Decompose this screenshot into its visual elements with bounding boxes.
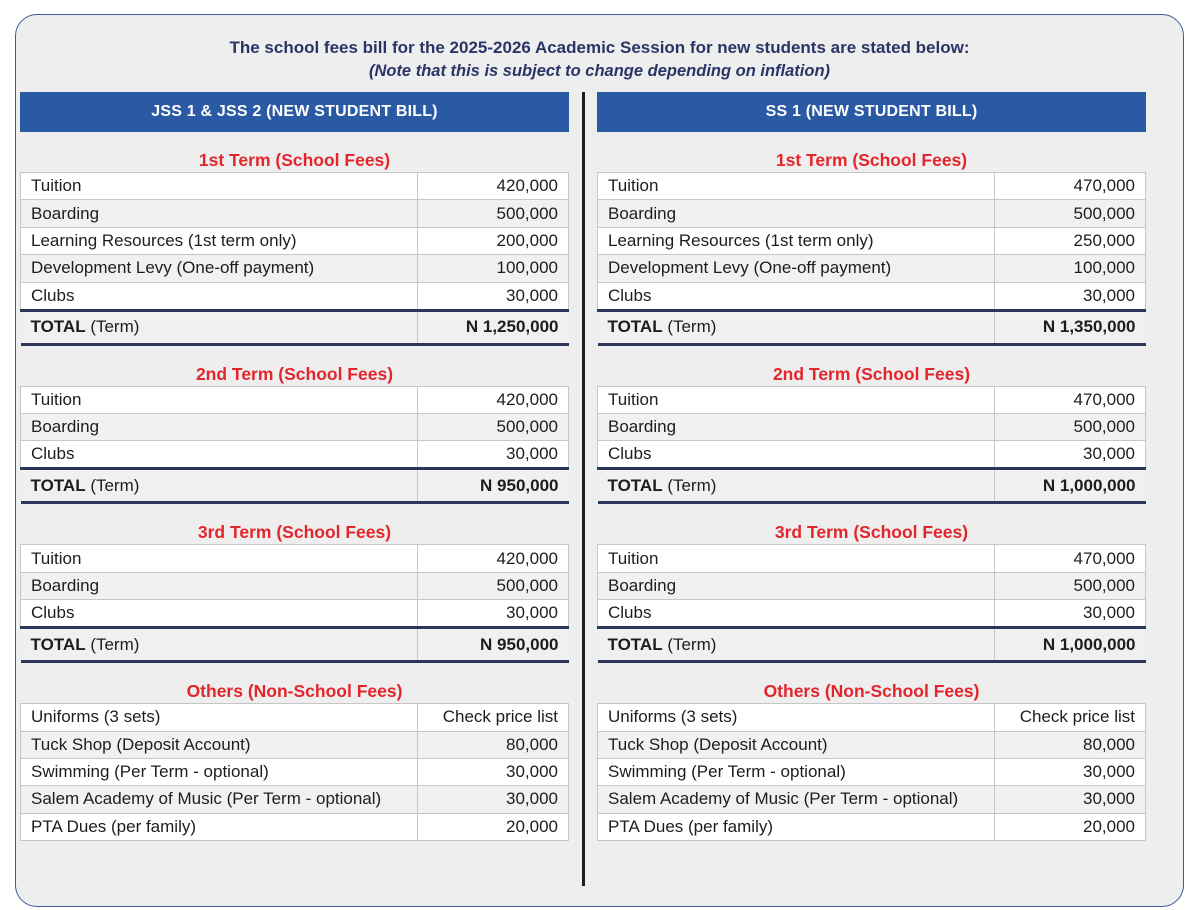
total-amount: N 1,250,000 <box>418 310 569 344</box>
fee-label: Boarding <box>598 572 995 599</box>
table-row <box>598 441 1146 469</box>
fee-label: Uniforms (3 sets) <box>598 704 995 731</box>
table-row <box>21 600 569 628</box>
fee-label: Clubs <box>21 441 418 469</box>
table-row <box>21 200 569 227</box>
fees-table <box>597 386 1146 505</box>
fee-amount: 100,000 <box>995 255 1146 282</box>
total-row <box>598 469 1146 503</box>
fees-table <box>597 172 1146 346</box>
fee-amount: Check price list <box>418 704 569 731</box>
fee-label: Tuition <box>598 173 995 200</box>
fee-label: Tuition <box>598 386 995 413</box>
fees-table <box>20 544 569 663</box>
fee-amount: 200,000 <box>418 227 569 254</box>
fee-label: Uniforms (3 sets) <box>21 704 418 731</box>
fee-amount: 500,000 <box>418 200 569 227</box>
fee-amount: 500,000 <box>995 200 1146 227</box>
total-amount: N 1,000,000 <box>995 469 1146 503</box>
table-row <box>21 386 569 413</box>
fees-table <box>20 172 569 346</box>
fee-label: Clubs <box>598 282 995 310</box>
fee-amount: 30,000 <box>418 758 569 785</box>
fee-label: PTA Dues (per family) <box>598 813 995 840</box>
total-label-strong: TOTAL <box>30 317 86 337</box>
total-label <box>598 310 995 344</box>
fee-amount: 30,000 <box>418 441 569 469</box>
fees-table <box>597 703 1146 841</box>
column-divider <box>582 92 585 886</box>
table-row <box>21 282 569 310</box>
total-label-term: (Term) <box>85 317 140 337</box>
table-row <box>21 758 569 785</box>
fee-amount: 30,000 <box>995 282 1146 310</box>
fee-amount: 30,000 <box>995 441 1146 469</box>
table-row <box>598 386 1146 413</box>
fee-label: Learning Resources (1st term only) <box>21 227 418 254</box>
table-row <box>598 731 1146 758</box>
total-row <box>21 310 569 344</box>
total-label-term: (Term) <box>662 317 717 337</box>
table-row <box>598 704 1146 731</box>
fee-label: Boarding <box>21 200 418 227</box>
total-row <box>598 628 1146 662</box>
table-row <box>598 282 1146 310</box>
total-amount: N 1,350,000 <box>995 310 1146 344</box>
total-label <box>21 310 418 344</box>
fee-amount: 30,000 <box>995 600 1146 628</box>
table-row <box>21 704 569 731</box>
total-label-term: (Term) <box>662 634 717 654</box>
table-row <box>598 572 1146 599</box>
fee-label: Clubs <box>598 600 995 628</box>
table-row <box>21 813 569 840</box>
table-row <box>21 786 569 813</box>
fee-amount: 80,000 <box>418 731 569 758</box>
intro-heading: The school fees bill for the 2025-2026 Academic Session for new students are stated below: <box>229 38 970 57</box>
fee-amount: 30,000 <box>418 600 569 628</box>
fees-table <box>20 703 569 841</box>
column-header: SS 1 (NEW STUDENT BILL) <box>597 92 1146 132</box>
column-jss <box>20 92 569 841</box>
table-row <box>598 200 1146 227</box>
fee-label: Development Levy (One-off payment) <box>21 255 418 282</box>
fee-label: Boarding <box>21 413 418 440</box>
fee-label: PTA Dues (per family) <box>21 813 418 840</box>
fee-label: Boarding <box>598 200 995 227</box>
fee-amount: 20,000 <box>995 813 1146 840</box>
fee-label: Tuition <box>21 173 418 200</box>
table-row <box>21 255 569 282</box>
total-label-term: (Term) <box>85 634 140 654</box>
fee-amount: 420,000 <box>418 173 569 200</box>
fee-label: Tuck Shop (Deposit Account) <box>598 731 995 758</box>
fee-label: Clubs <box>598 441 995 469</box>
table-row <box>598 173 1146 200</box>
fee-label: Tuition <box>21 386 418 413</box>
total-label-strong: TOTAL <box>607 475 663 495</box>
fee-amount: 470,000 <box>995 386 1146 413</box>
table-row <box>21 227 569 254</box>
fee-amount: 500,000 <box>418 572 569 599</box>
fee-amount: 420,000 <box>418 545 569 572</box>
fee-label: Salem Academy of Music (Per Term - optional) <box>21 786 418 813</box>
fees-table <box>597 544 1146 663</box>
table-row <box>598 545 1146 572</box>
fee-label: Swimming (Per Term - optional) <box>21 758 418 785</box>
fee-amount: 420,000 <box>418 386 569 413</box>
section-title: Others (Non-School Fees) <box>763 681 980 702</box>
fee-amount: 30,000 <box>995 786 1146 813</box>
table-row <box>21 413 569 440</box>
table-row <box>21 731 569 758</box>
fee-amount: 500,000 <box>995 413 1146 440</box>
section-title: 3rd Term (School Fees) <box>197 522 392 543</box>
total-amount: N 1,000,000 <box>995 628 1146 662</box>
table-row <box>598 600 1146 628</box>
fee-amount: 30,000 <box>995 758 1146 785</box>
fee-label: Development Levy (One-off payment) <box>598 255 995 282</box>
fee-amount: 250,000 <box>995 227 1146 254</box>
section-title: 1st Term (School Fees) <box>775 150 968 170</box>
total-row <box>21 628 569 662</box>
total-row <box>598 310 1146 344</box>
total-label-strong: TOTAL <box>607 317 663 337</box>
fee-label: Swimming (Per Term - optional) <box>598 758 995 785</box>
total-amount: N 950,000 <box>418 628 569 662</box>
intro <box>16 37 1183 82</box>
total-label-strong: TOTAL <box>607 634 663 654</box>
fee-label: Clubs <box>21 282 418 310</box>
section-title: 3rd Term (School Fees) <box>774 522 969 543</box>
table-row <box>598 786 1146 813</box>
fee-label: Boarding <box>598 413 995 440</box>
fee-amount: 470,000 <box>995 173 1146 200</box>
fee-amount: 30,000 <box>418 282 569 310</box>
fee-label: Boarding <box>21 572 418 599</box>
fee-label: Learning Resources (1st term only) <box>598 227 995 254</box>
fee-amount: 30,000 <box>418 786 569 813</box>
total-label <box>598 469 995 503</box>
fee-amount: 470,000 <box>995 545 1146 572</box>
total-label-strong: TOTAL <box>30 475 86 495</box>
section-title: Others (Non-School Fees) <box>186 681 403 702</box>
table-row <box>21 545 569 572</box>
fee-label: Clubs <box>21 600 418 628</box>
section-title: 2nd Term (School Fees) <box>772 363 971 384</box>
fee-amount: 500,000 <box>995 572 1146 599</box>
total-label <box>21 628 418 662</box>
fee-label: Tuck Shop (Deposit Account) <box>21 731 418 758</box>
fee-label: Salem Academy of Music (Per Term - optional) <box>598 786 995 813</box>
table-row <box>21 441 569 469</box>
section-title: 1st Term (School Fees) <box>198 150 391 170</box>
fee-amount: 100,000 <box>418 255 569 282</box>
fee-amount: 500,000 <box>418 413 569 440</box>
intro-note: (Note that this is subject to change depending on inflation) <box>368 62 831 80</box>
table-row <box>21 173 569 200</box>
table-row <box>598 413 1146 440</box>
fee-amount: Check price list <box>995 704 1146 731</box>
table-row <box>598 813 1146 840</box>
table-row <box>21 572 569 599</box>
section-title: 2nd Term (School Fees) <box>195 363 394 384</box>
fees-table <box>20 386 569 505</box>
column-header: JSS 1 & JSS 2 (NEW STUDENT BILL) <box>20 92 569 132</box>
table-row <box>598 255 1146 282</box>
fee-label: Tuition <box>598 545 995 572</box>
table-row <box>598 758 1146 785</box>
total-label <box>598 628 995 662</box>
total-row <box>21 469 569 503</box>
column-ss1 <box>597 92 1146 841</box>
total-amount: N 950,000 <box>418 469 569 503</box>
fee-amount: 20,000 <box>418 813 569 840</box>
fee-amount: 80,000 <box>995 731 1146 758</box>
total-label <box>21 469 418 503</box>
table-row <box>598 227 1146 254</box>
total-label-strong: TOTAL <box>30 634 86 654</box>
fee-label: Tuition <box>21 545 418 572</box>
total-label-term: (Term) <box>85 475 140 495</box>
total-label-term: (Term) <box>662 475 717 495</box>
